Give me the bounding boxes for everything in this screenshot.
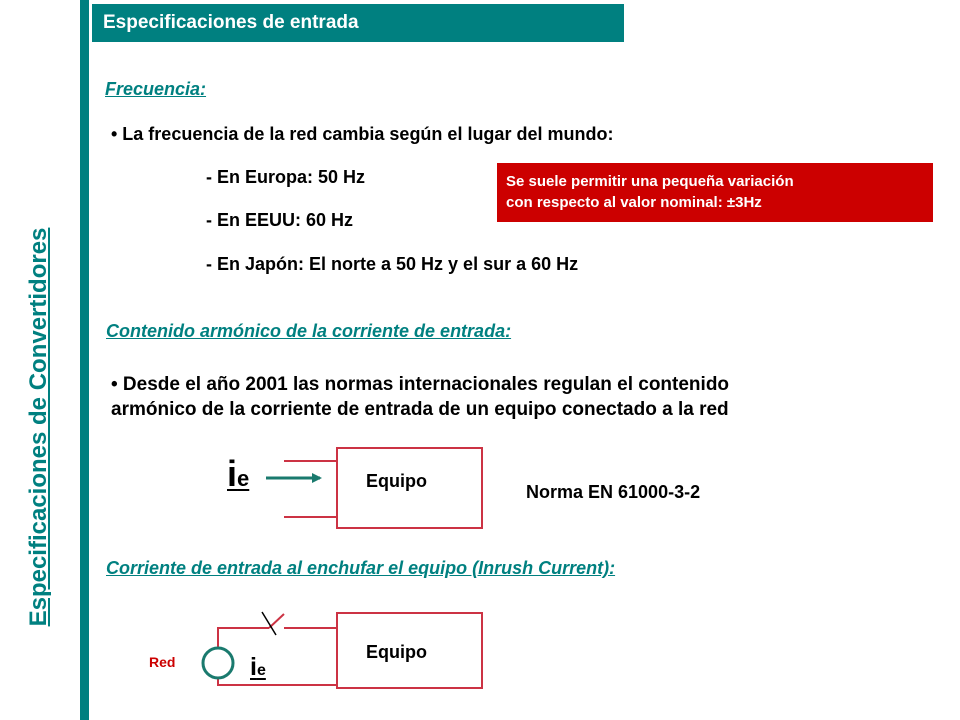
section-title-frecuencia: Frecuencia: — [105, 79, 207, 99]
section-title-armonico: Contenido armónico de la corriente de entrada: — [106, 321, 512, 341]
red-label: Red — [149, 654, 176, 670]
current-label-1: ie — [227, 453, 250, 494]
current-label-2: ie — [250, 653, 266, 681]
frecuencia-item-europa: - En Europa: 50 Hz — [206, 167, 366, 187]
page-header: Especificaciones de entrada — [92, 4, 624, 42]
frecuencia-bullet: • La frecuencia de la red cambia según el lugar del mundo: — [111, 124, 614, 144]
grid-source-icon — [203, 648, 233, 678]
armonico-line1: • Desde el año 2001 las normas internacionales regulan el contenido — [111, 374, 730, 395]
supply-wire-bottom — [218, 679, 337, 685]
frecuencia-item-japon: - En Japón: El norte a 50 Hz y el sur a 60 Hz — [206, 254, 579, 274]
armonico-line2: armónico de la corriente de entrada de un equipo conectado a la red — [111, 399, 729, 420]
frecuencia-item-eeuu: - En EEUU: 60 Hz — [206, 210, 354, 230]
supply-wire-top — [218, 628, 269, 647]
side-title: Especificaciones de Convertidores — [25, 227, 52, 627]
section-title-inrush: Corriente de entrada al enchufar el equipo (Inrush Current): — [106, 558, 616, 578]
equipo-label-1: Equipo — [366, 471, 427, 491]
equipo-label-2: Equipo — [366, 642, 427, 662]
norma-label: Norma EN 61000-3-2 — [526, 482, 701, 502]
tolerance-note-line1: Se suele permitir una pequeña variación — [506, 173, 794, 190]
tolerance-note-line2: con respecto al valor nominal: ±3Hz — [506, 194, 762, 211]
